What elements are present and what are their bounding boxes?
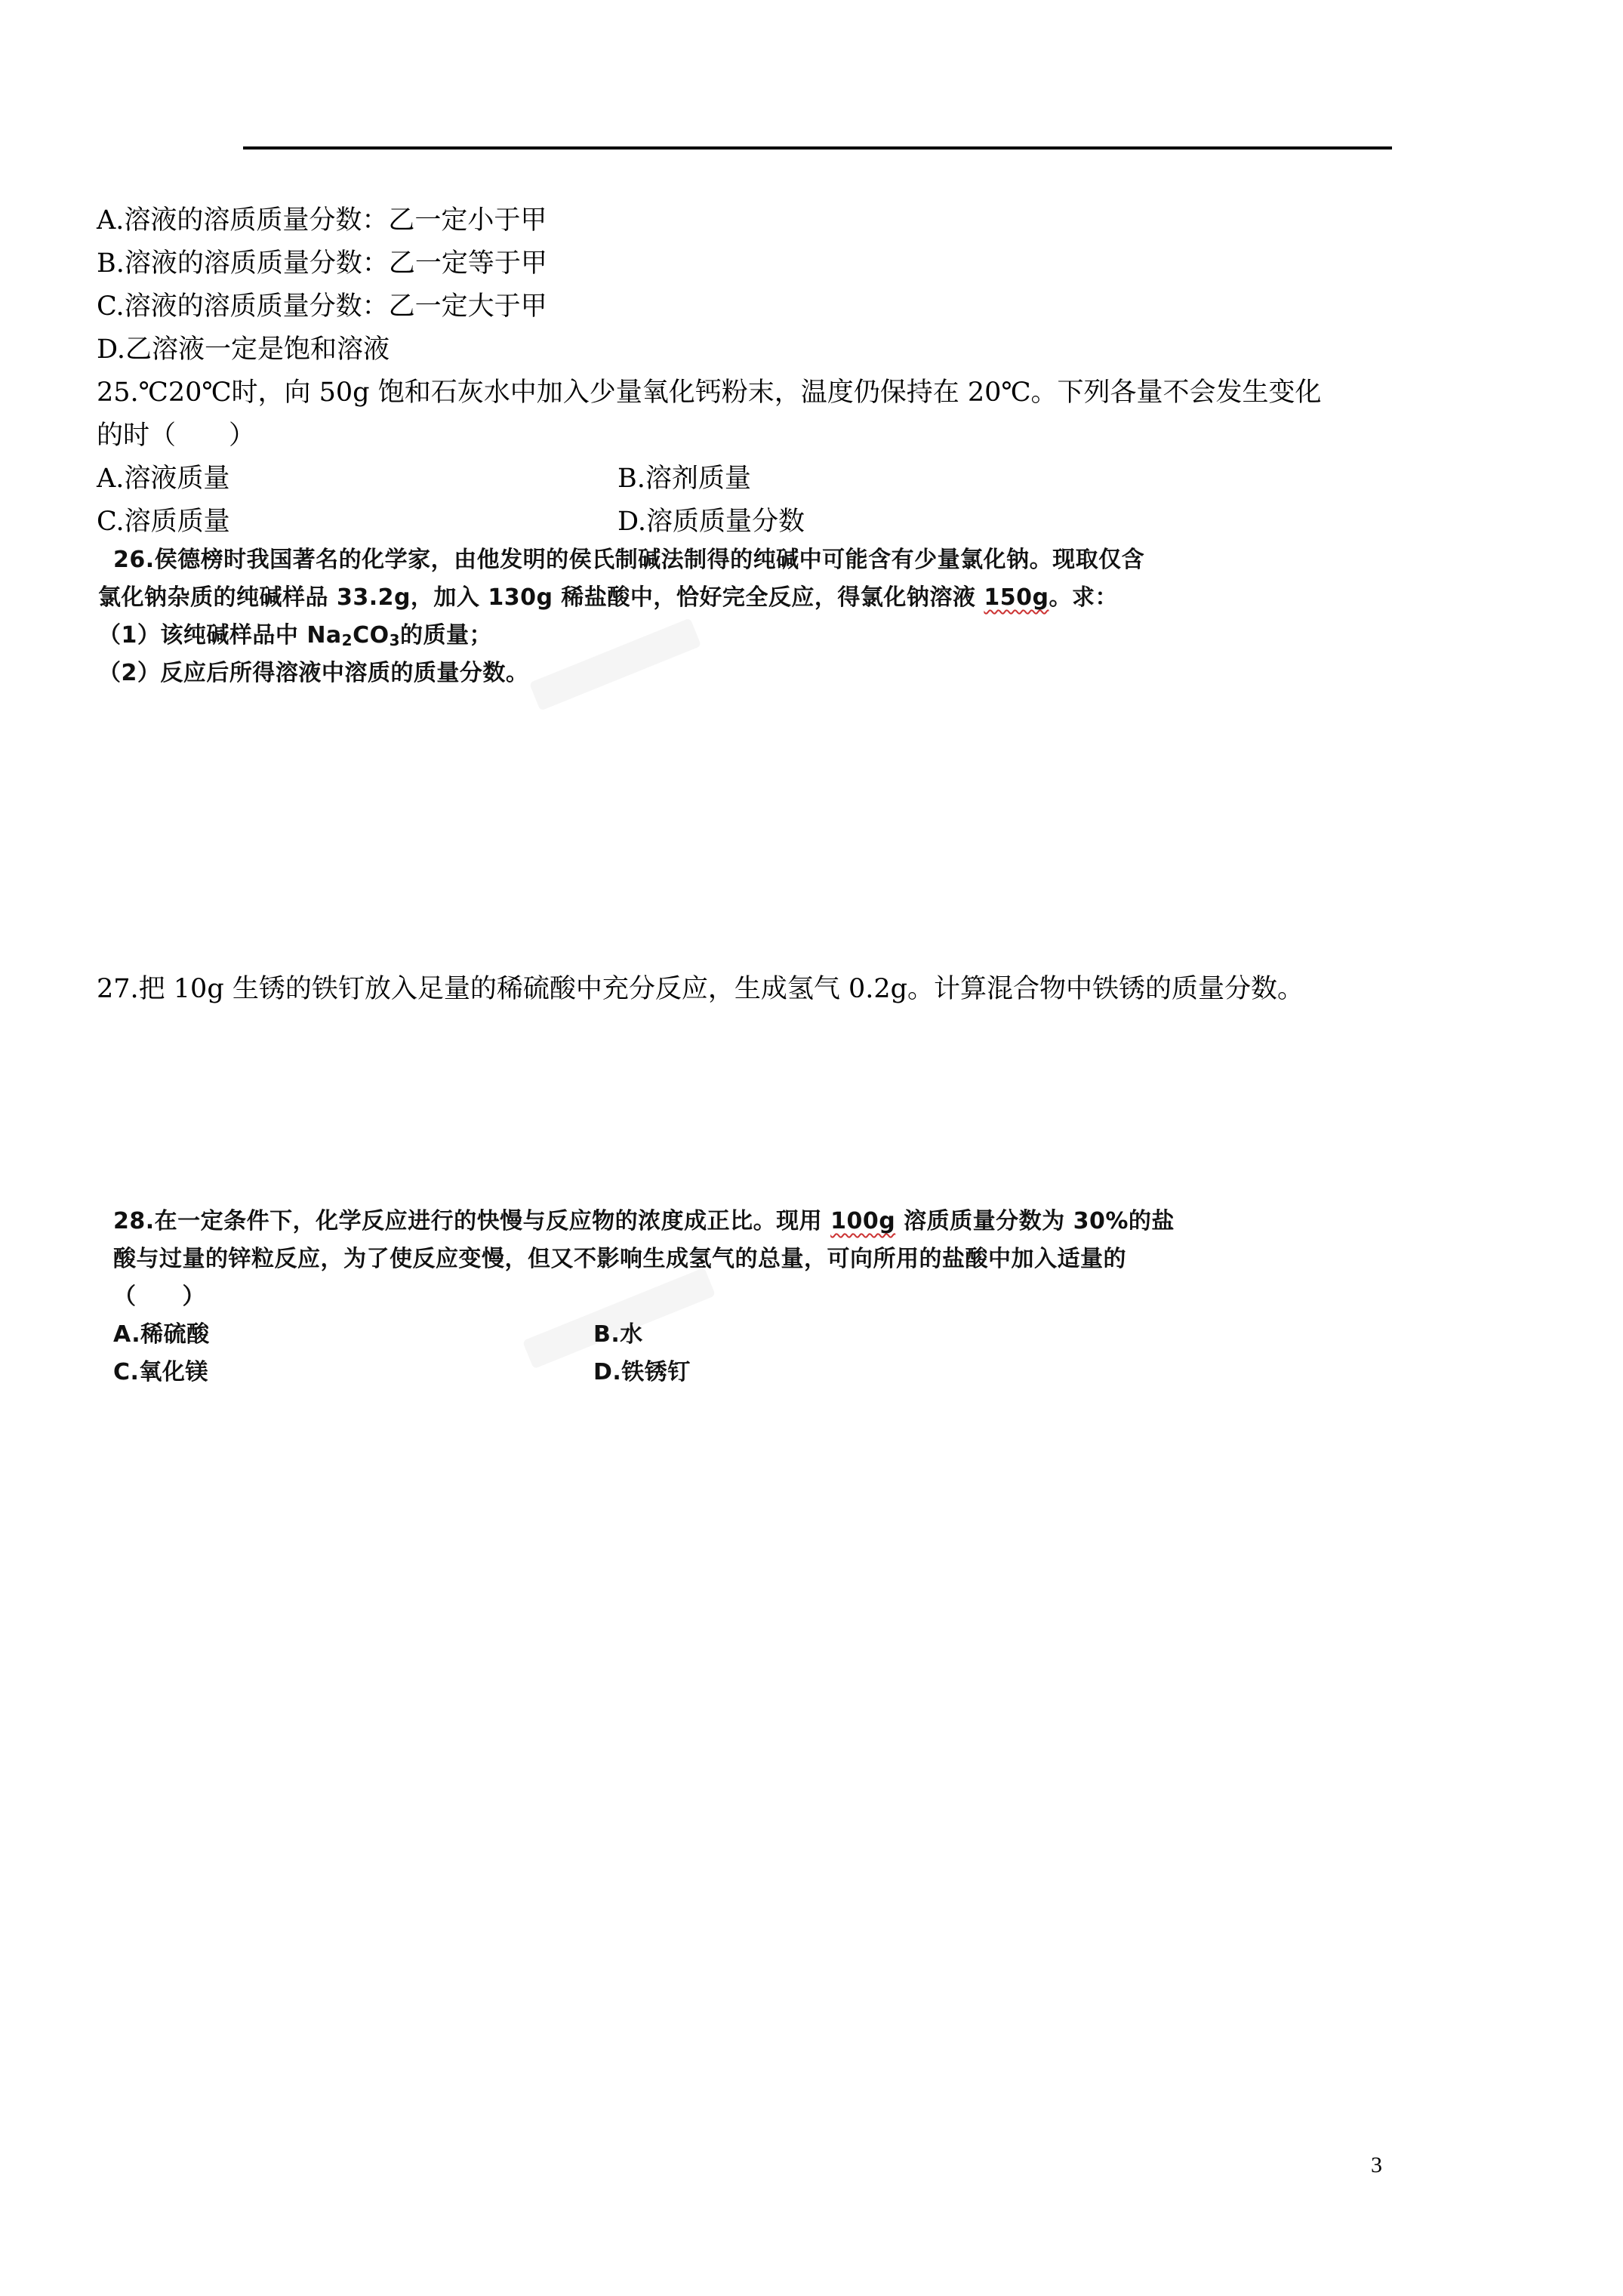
- q24-option-d: D.乙溶液一定是饱和溶液: [97, 334, 390, 365]
- q26-stem-line2-text: 氯化钠杂质的纯碱样品 33.2g，加入 130g 稀盐酸中，恰好完全反应，得氯化钠溶液: [98, 584, 984, 611]
- q26-stem-line2: [98, 583, 1118, 613]
- q26-sub1-subscript-2: 2: [341, 631, 353, 649]
- q28-stem-line3: （ ）: [113, 1284, 205, 1310]
- q27-stem: 27.把 10g 生锈的铁钉放入足量的稀硫酸中充分反应，生成氢气 0.2g。计算混合物中铁锈的质量分数。: [97, 974, 1304, 1004]
- q26-sub1-end: 的质量；: [400, 622, 493, 649]
- q28-option-c: C.氧化镁: [113, 1359, 208, 1385]
- q28-option-d: D.铁锈钉: [593, 1359, 691, 1385]
- q28-stem-line1-text: 28.在一定条件下，化学反应进行的快慢与反应物的浓度成正比。现用: [113, 1208, 831, 1234]
- q25-option-c: C.溶质质量: [97, 507, 230, 537]
- q25-stem-line2: 的时（ ）: [97, 421, 256, 451]
- q26-sub1-text: （1）该纯碱样品中 Na: [98, 622, 342, 649]
- q26-sub-question-1: [98, 621, 492, 655]
- q28-option-b: B.水: [593, 1321, 643, 1348]
- q26-sub-question-2: （2）反应后所得溶液中溶质的质量分数。: [98, 660, 529, 686]
- q26-stem-line1: 26.侯德榜时我国著名的化学家，由他发明的侯氏制碱法制得的纯碱中可能含有少量氯化钠。现取仅含: [113, 547, 1145, 573]
- scan-watermark-2: [522, 1268, 716, 1369]
- q28-stem-line1-end: 溶质质量分数为 30%的盐: [895, 1208, 1175, 1234]
- q24-option-c: C.溶液的溶质质量分数：乙一定大于甲: [97, 291, 547, 322]
- q26-solution-mass: 150g: [984, 584, 1049, 611]
- q26-sub1-subscript-3: 3: [389, 631, 401, 649]
- q26-stem-line2-end: 。求：: [1049, 584, 1118, 611]
- q28-acid-mass: 100g: [830, 1208, 896, 1234]
- q25-option-a: A.溶液质量: [97, 464, 230, 494]
- q24-option-a: A.溶液的溶质质量分数：乙一定小于甲: [97, 205, 547, 236]
- q25-option-d: D.溶质质量分数: [617, 507, 805, 537]
- q26-sub1-formula: CO: [353, 622, 390, 649]
- page-number: 3: [1371, 2153, 1382, 2177]
- q25-stem-line1: 25.℃20℃时，向 50g 饱和石灰水中加入少量氧化钙粉末，温度仍保持在 20℃。下列各量不会发生变化: [97, 378, 1322, 408]
- scan-watermark: [529, 618, 701, 710]
- q25-option-b: B.溶剂质量: [617, 464, 751, 494]
- q24-option-b: B.溶液的溶质质量分数：乙一定等于甲: [97, 248, 547, 279]
- q28-stem-line2: 酸与过量的锌粒反应，为了使反应变慢，但又不影响生成氢气的总量，可向所用的盐酸中加入适量的: [113, 1246, 1126, 1272]
- q28-stem-line1: [113, 1207, 1175, 1237]
- q28-option-a: A.稀硫酸: [113, 1321, 210, 1348]
- header-rule: [243, 146, 1392, 149]
